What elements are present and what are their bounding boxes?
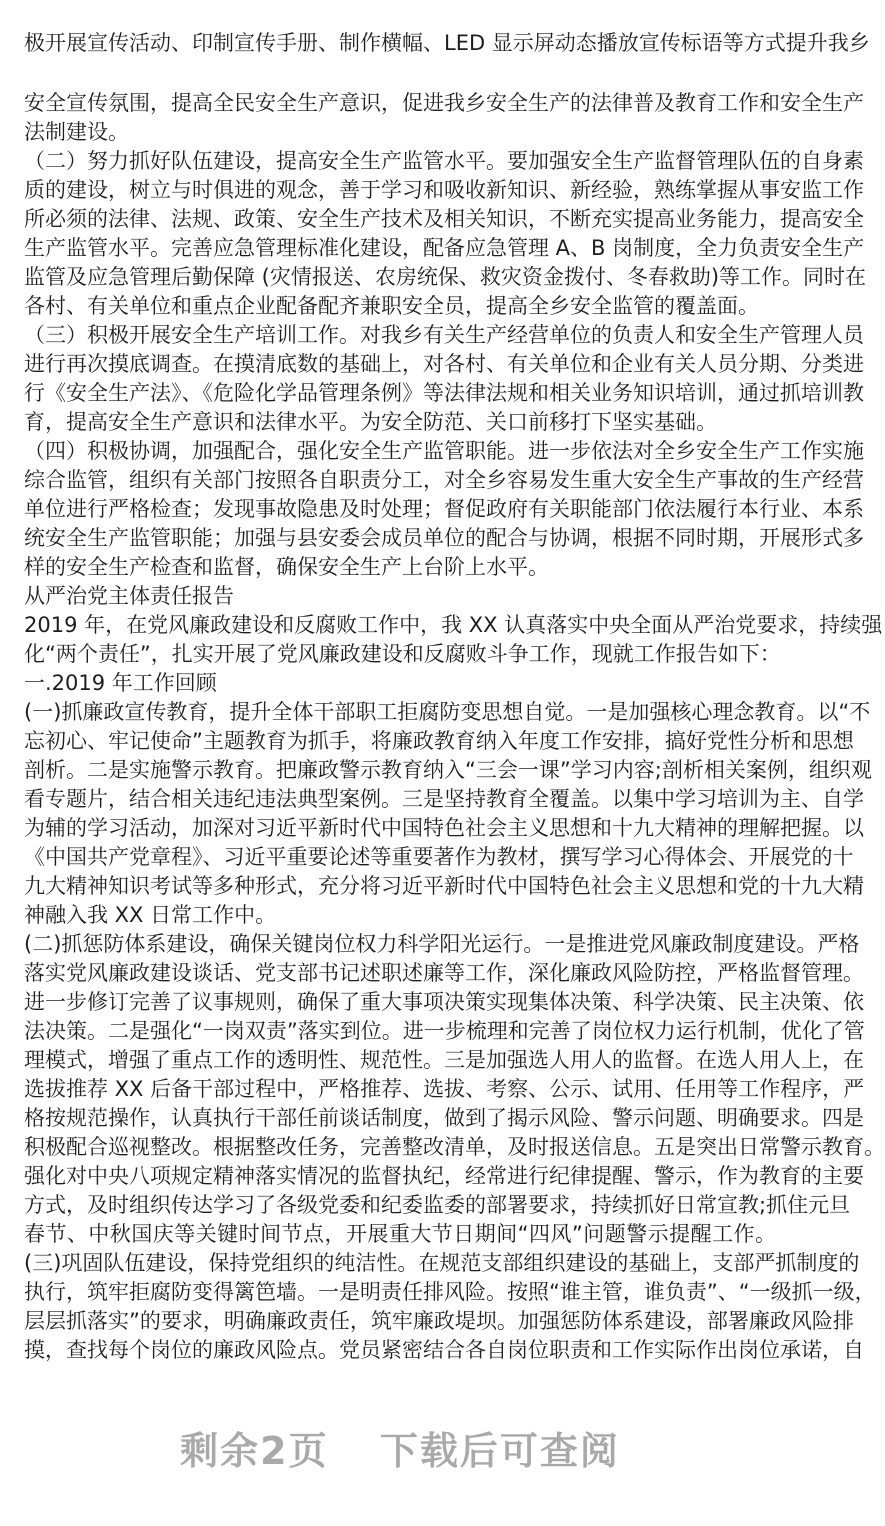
text-line: 监管及应急管理后勤保障 (灾情报送、农房统保、救灾资金拨付、冬春救助)等工作。同时在	[24, 265, 867, 289]
text-line: 法决策。二是强化“一岗双责”落实到位。进一步梳理和完善了岗位权力运行机制，优化了管	[24, 1019, 865, 1043]
text-line: 九大精神知识考试等多种形式，充分将习近平新时代中国特色社会主义思想和党的十九大精	[24, 874, 864, 898]
text-line: 法制建设。	[24, 120, 129, 144]
text-line: 春节、中秋国庆等关键时间节点，开展重大节日期间“四风”问题警示提醒工作。	[24, 1222, 776, 1246]
text-line: (三)巩固队伍建设，保持党组织的纯洁性。在规范支部组织建设的基础上，支部严抓制度的	[24, 1251, 860, 1275]
text-line: 综合监管，组织有关部门按照各自职责分工，对全乡容易发生重大安全生产事故的生产经营	[24, 468, 864, 492]
text-line: 质的建设，树立与时俱进的观念，善于学习和吸收新知识、新经验，熟练掌握从事安监工作	[24, 178, 864, 202]
text-line: 剖析。二是实施警示教育。把廉政警示教育纳入“三会一课”学习内容;剖析相关案例，组织观	[24, 758, 872, 782]
text-line: （二）努力抓好队伍建设，提高安全生产监管水平。要加强安全生产监督管理队伍的自身素	[24, 149, 864, 173]
text-line: 各村、有关单位和重点企业配备配齐兼职安全员，提高全乡安全监管的覆盖面。	[24, 294, 759, 318]
text-line: 进行再次摸底调查。在摸清底数的基础上，对各村、有关单位和企业有关人员分期、分类进	[24, 352, 864, 376]
text-line: 2019 年，在党风廉政建设和反腐败工作中，我 XX 认真落实中央全面从严治党要求，持续强	[24, 613, 883, 637]
text-line: (一)抓廉政宣传教育，提升全体干部职工拒腐防变思想自觉。一是加强核心理念教育。以“不	[24, 700, 871, 724]
text-line: 方式，及时组织传达学习了各级党委和纪委监委的部署要求，持续抓好日常宣教;抓住元旦	[24, 1193, 851, 1217]
text-line: 统安全生产监管职能；加强与县安委会成员单位的配合与协调，根据不同时期，开展形式多	[24, 526, 864, 550]
text-line: (二)抓惩防体系建设，确保关键岗位权力科学阳光运行。一是推进党风廉政制度建设。严格	[24, 932, 860, 956]
text-line: 育，提高安全生产意识和法律水平。为安全防范、关口前移打下坚实基础。	[24, 410, 717, 434]
text-line: 单位进行严格检查；发现事故隐患及时处理；督促政府有关职能部门依法履行本行业、本系	[24, 497, 864, 521]
text-line: 进一步修订完善了议事规则，确保了重大事项决策实现集体决策、科学决策、民主决策、依	[24, 990, 864, 1014]
text-line: 安全宣传氛围，提高全民安全生产意识，促进我乡安全生产的法律普及教育工作和安全生产	[24, 91, 864, 115]
text-line: 行《安全生产法》、《危险化学品管理条例》等法律法规和相关业务知识培训，通过抓培训教	[24, 381, 864, 405]
text-line: 理模式，增强了重点工作的透明性、规范性。三是加强选人用人的监督。在选人用人上，在	[24, 1048, 864, 1072]
text-line: 神融入我 XX 日常工作中。	[24, 903, 277, 927]
text-line: 生产监管水平。完善应急管理标准化建设，配备应急管理 A、B 岗制度，全力负责安全生产	[24, 236, 865, 260]
text-line: 格按规范操作，认真执行干部任前谈话制度，做到了揭示风险、警示问题、明确要求。四是	[24, 1106, 864, 1130]
text-line: 忘初心、牢记使命”主题教育为抓手，将廉政教育纳入年度工作安排，搞好党性分析和思想	[24, 729, 854, 753]
remaining-pages-label: 剩余2页	[180, 1429, 329, 1473]
text-line: 为辅的学习活动，加深对习近平新时代中国特色社会主义思想和十九大精神的理解把握。以	[24, 816, 864, 840]
text-line: 样的安全生产检查和监督，确保安全生产上台阶上水平。	[24, 555, 549, 579]
text-line: 《中国共产党章程》、习近平重要论述等重要著作为教材，撰写学习心得体会、开展党的十	[24, 845, 854, 869]
text-line: 积极配合巡视整改。根据整改任务，完善整改清单，及时报送信息。五是突出日常警示教育。	[24, 1135, 885, 1159]
text-line: 从严治党主体责任报告	[24, 584, 234, 608]
text-line: 选拔推荐 XX 后备干部过程中，严格推荐、选拔、考察、公示、试用、任用等工作程序，严	[24, 1077, 865, 1101]
text-line: 层层抓落实”的要求，明确廉政责任，筑牢廉政堤坝。加强惩防体系建设，部署廉政风险排	[24, 1309, 854, 1333]
text-line: 落实党风廉政建设谈话、党支部书记述职述廉等工作，深化廉政风险防控，严格监督管理。	[24, 961, 864, 985]
text-line: 极开展宣传活动、印制宣传手册、制作横幅、LED 显示屏动态播放宣传标语等方式提升我乡	[24, 31, 870, 55]
text-line: （三）积极开展安全生产培训工作。对我乡有关生产经营单位的负责人和安全生产管理人员	[24, 323, 864, 347]
text-line: 执行，筑牢拒腐防变得篱笆墙。一是明责任排风险。按照“谁主管，谁负责”、“一级抓一级，	[24, 1280, 876, 1304]
text-line: 一.2019 年工作回顾	[24, 671, 217, 695]
text-line: 化“两个责任”，扎实开展了党风廉政建设和反腐败斗争工作，现就工作报告如下：	[24, 642, 781, 666]
download-hint-label[interactable]: 下载后可查阅	[379, 1429, 620, 1473]
download-prompt[interactable]	[0, 1420, 800, 1475]
text-line: （四）积极协调，加强配合，强化安全生产监管职能。进一步依法对全乡安全生产工作实施	[24, 439, 864, 463]
text-line: 摸，查找每个岗位的廉政风险点。党员紧密结合各自岗位职责和工作实际作出岗位承诺，自	[24, 1338, 864, 1362]
text-line: 所必须的法律、法规、政策、安全生产技术及相关知识，不断充实提高业务能力，提高安全	[24, 207, 864, 231]
text-line: 看专题片，结合相关违纪违法典型案例。三是坚持教育全覆盖。以集中学习培训为主、自学	[24, 787, 864, 811]
text-line: 强化对中央八项规定精神落实情况的监督执纪，经常进行纪律提醒、警示，作为教育的主要	[24, 1164, 864, 1188]
